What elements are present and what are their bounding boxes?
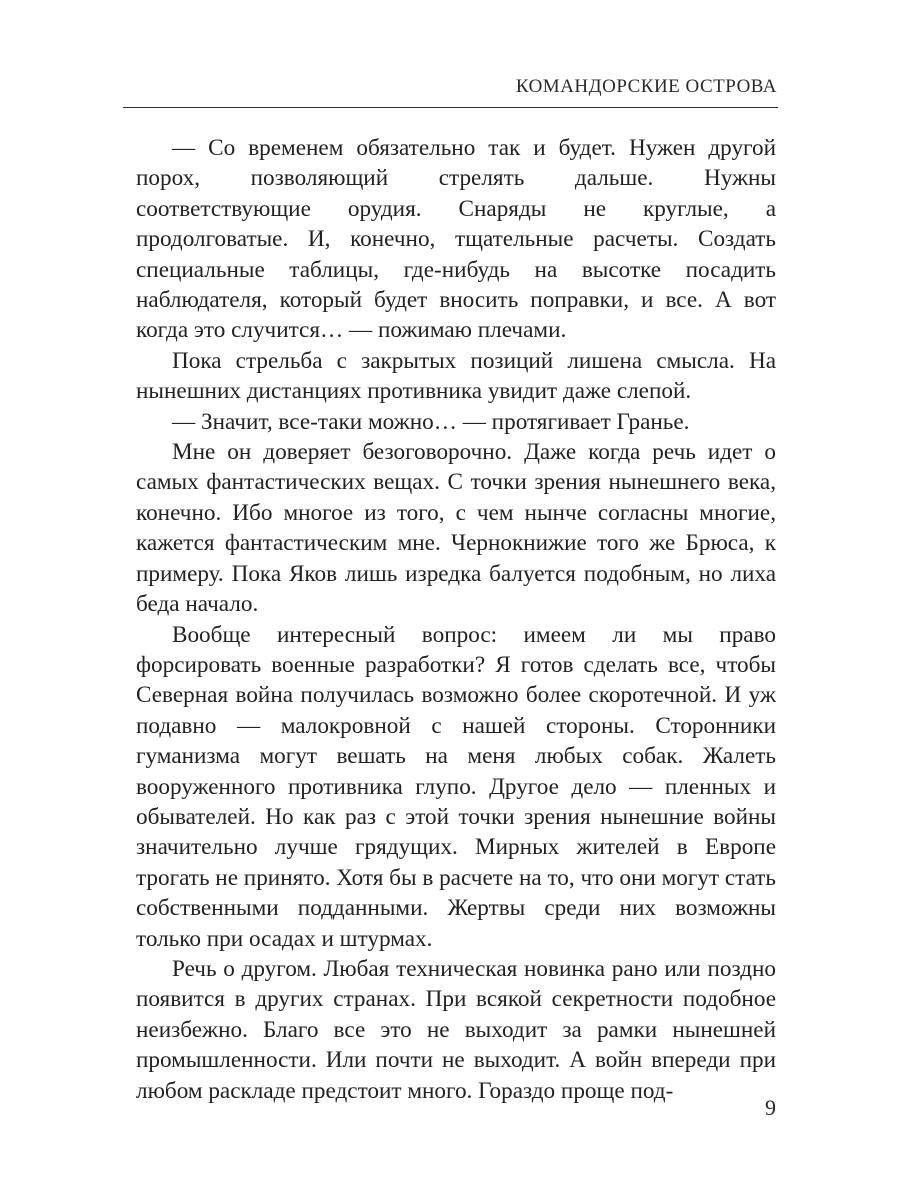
paragraph: Речь о другом. Любая техническая новинка рано или поздно появится в других странах. При всякой секретности подобное неизбежно. Благо все это не выходит за рамки нынешней промышленности. Или почти не выходит. А войн впереди при любом раскладе предстоит много. Гораздо проще под- xyxy=(136,955,776,1104)
body-text xyxy=(136,133,776,1106)
header-rule xyxy=(123,107,778,108)
paragraph: Вообще интересный вопрос: имеем ли мы право форсировать военные разработки? Я готов сделать все, чтобы Северная война получилась возможно более скоротечной. И уж подавно — малокровной с нашей стороны. Сторонники гуманизма могут вешать на меня любых собак. Жалеть вооруженного противника глупо. Другое дело — пленных и обывателей. Но как раз с этой точки зрения нынешние войны значительно лучше грядущих. Мирных жителей в Европе трогать не принято. Хотя бы в расчете на то, что они могут стать собственными подданными. Жертвы среди них возможны только при осадах и штурмах. xyxy=(136,621,776,952)
paragraph: — Значит, все-таки можно… — протягивает Гранье. xyxy=(172,408,690,435)
paragraph: Пока стрельба с закрытых позиций лишена смысла. На нынешних дистанциях противника увидит даже слепой. xyxy=(136,347,776,405)
page-number: 9 xyxy=(765,1095,776,1120)
paragraph: — Со временем обязательно так и будет. Нужен другой порох, позволяющий стрелять дальше. Нужны соответствующие орудия. Снаряды не круглые, а продолговатые. И, конечно, тщательные расчеты. Создать специальные таблицы, где-нибудь на высотке посадить наблюдателя, который будет вносить поправки, и все. А вот когда это случится… — пожимаю плечами. xyxy=(136,135,776,344)
running-title: КОМАНДОРСКИЕ ОСТРОВА xyxy=(515,76,777,97)
paragraph: Мне он доверяет безоговорочно. Даже когда речь идет о самых фантастических вещах. С точки зрения нынешнего века, конечно. Ибо многое из того, с чем нынче согласны многие, кажется фантастическим мне. Чернокнижие того же Брюса, к примеру. Пока Яков лишь изредка балуется подобным, но лиха беда начало. xyxy=(136,439,776,618)
